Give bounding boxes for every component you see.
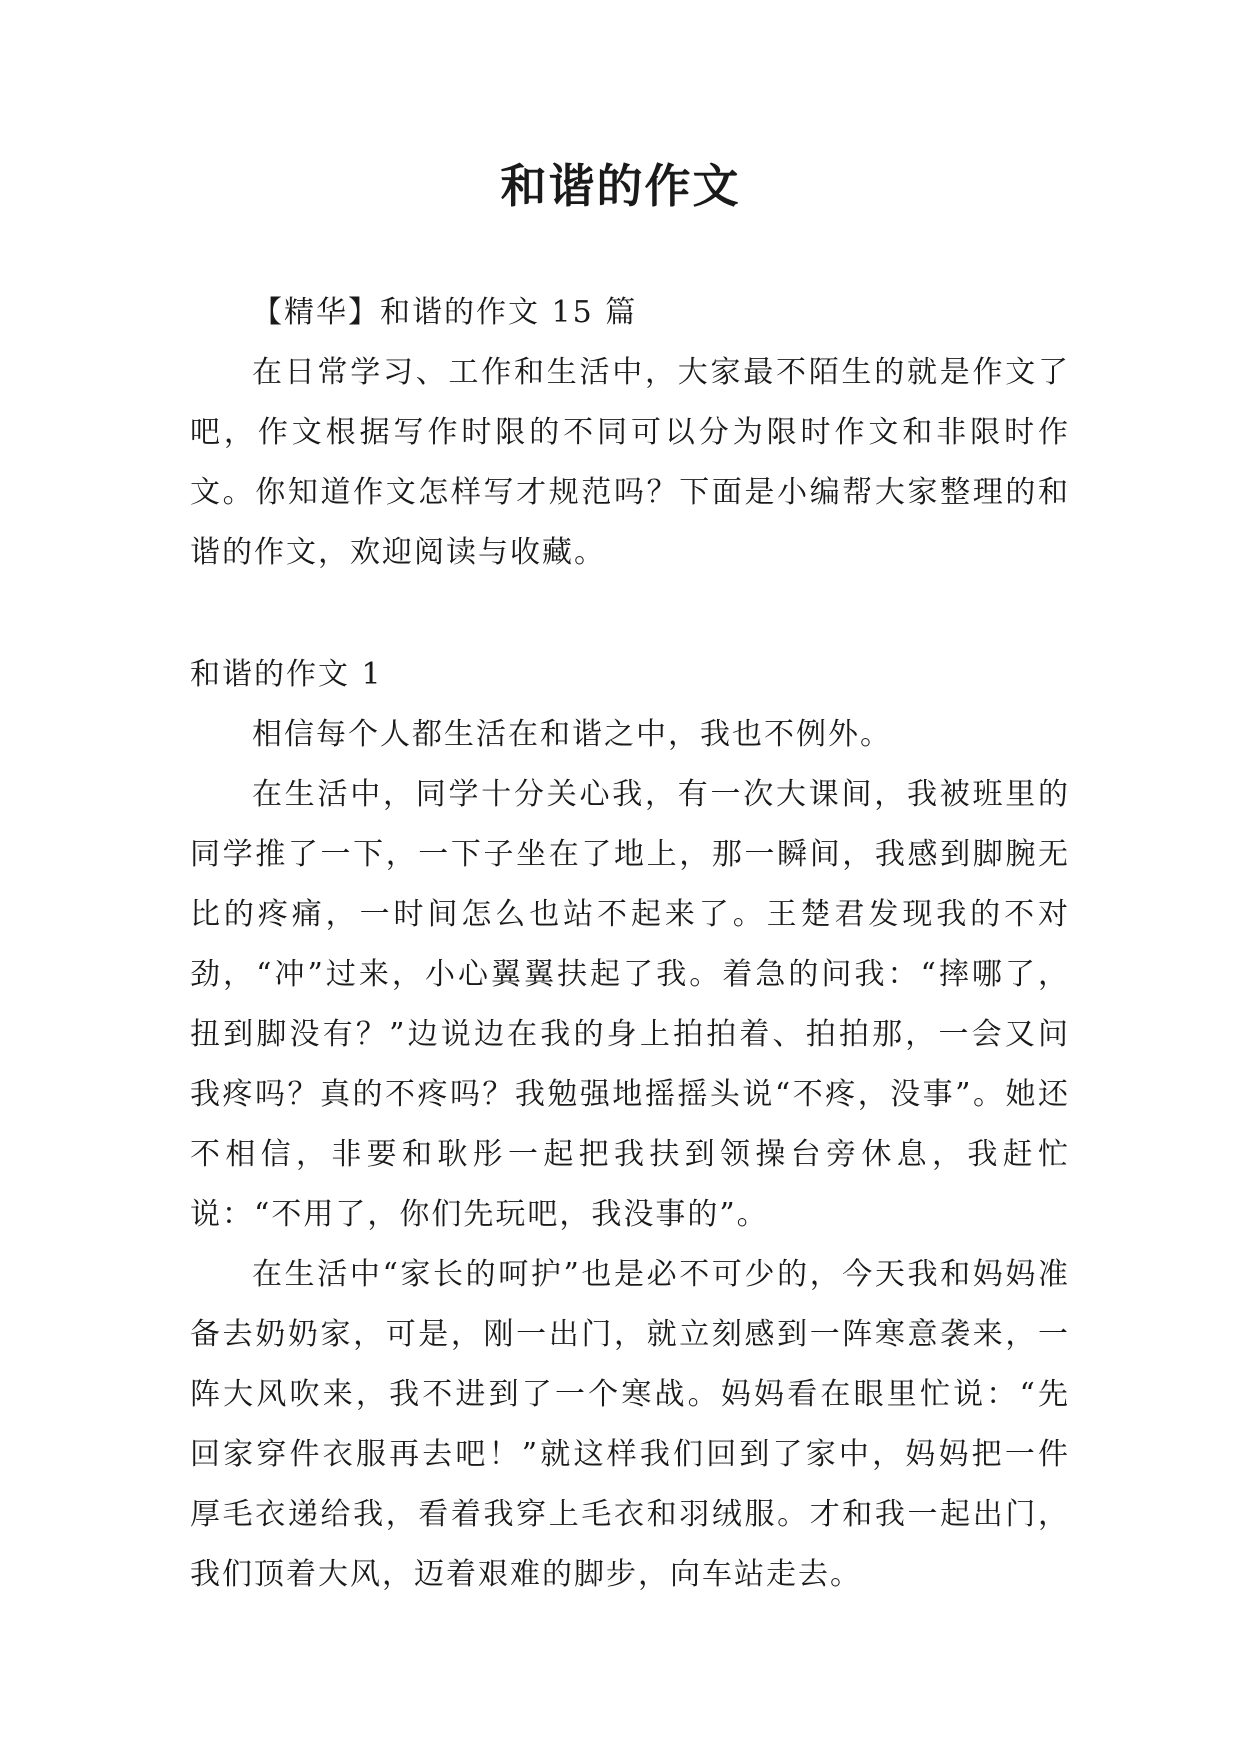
section-paragraph: 在生活中，同学十分关心我，有一次大课间，我被班里的同学推了一下，一下子坐在了地上，那一瞬间，我感到脚腕无比的疼痛，一时间怎么也站不起来了。王楚君发现我的不对劲，“冲”过来，小心翼翼扶起了我。着急的问我：“摔哪了，扭到脚没有？”边说边在我的身上拍拍着、拍拍那，一会又问我疼吗？真的不疼吗？我勉强地摇摇头说“不疼，没事”。她还不相信，非要和耿彤一起把我扶到领操台旁休息，我赶忙说：“不用了，你们先玩吧，我没事的”。 [190,777,1070,1232]
document-body [190,283,1070,1605]
section-paragraph: 相信每个人都生活在和谐之中，我也不例外。 [252,717,892,752]
section-paragraph: 在生活中“家长的呵护”也是必不可少的，今天我和妈妈准备去奶奶家，可是，刚一出门，就立刻感到一阵寒意袭来，一阵大风吹来，我不进到了一个寒战。妈妈看在眼里忙说：“先回家穿件衣服再去吧！”就这样我们回到了家中，妈妈把一件厚毛衣递给我，看着我穿上毛衣和羽绒服。才和我一起出门，我们顶着大风，迈着艰难的脚步，向车站走去。 [190,1257,1070,1592]
document-title: 和谐的作文 [500,159,741,213]
section-heading: 和谐的作文 1 [190,657,383,692]
document-subtitle: 【精华】和谐的作文 15 篇 [252,295,638,330]
intro-paragraph: 在日常学习、工作和生活中，大家最不陌生的就是作文了吧，作文根据写作时限的不同可以分为限时作文和非限时作文。你知道作文怎样写才规范吗？下面是小编帮大家整理的和谐的作文，欢迎阅读与收藏。 [190,355,1070,570]
